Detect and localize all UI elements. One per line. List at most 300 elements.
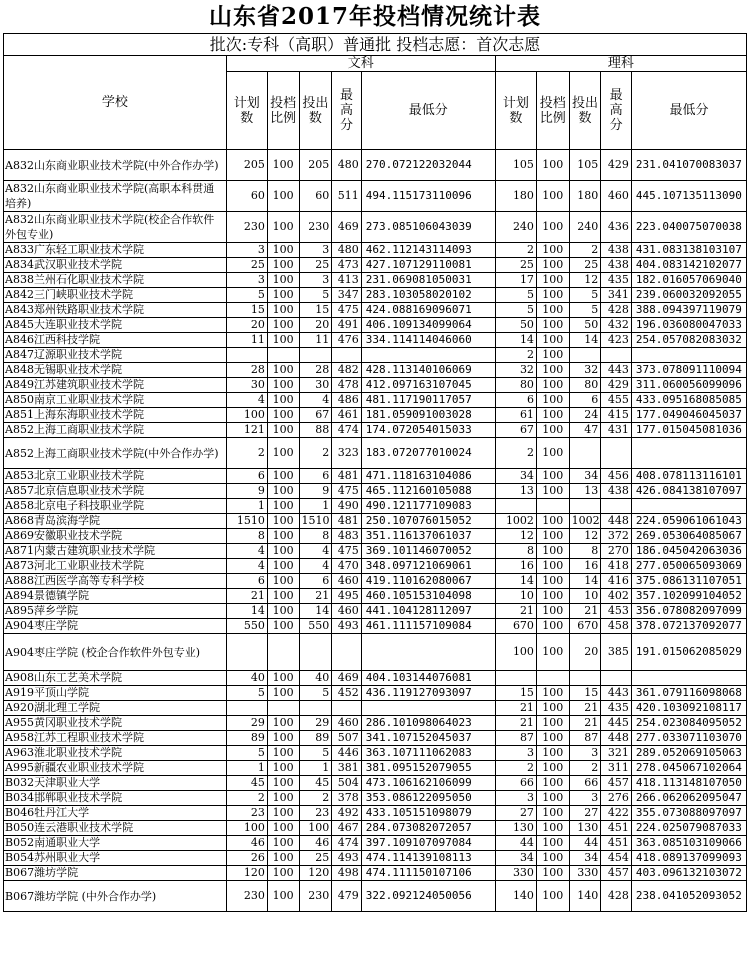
like-max-cell: 341 — [601, 288, 632, 303]
like-min-cell: 223.040075070038 — [631, 212, 746, 243]
school-name-cell: A850南京工业职业技术学院 — [4, 393, 227, 408]
wenke-ratio-cell: 100 — [267, 851, 299, 866]
school-name-cell: A858北京电子科技职业学院 — [4, 499, 227, 514]
table-row — [4, 589, 747, 604]
wenke-plan-cell: 6 — [226, 469, 267, 484]
wenke-ratio-cell: 100 — [267, 761, 299, 776]
like-max-cell: 443 — [601, 686, 632, 701]
wenke-ratio-cell: 100 — [267, 776, 299, 791]
like-min-cell: 433.095168085085 — [631, 393, 746, 408]
like-max-cell: 454 — [601, 851, 632, 866]
wenke-max-cell: 469 — [332, 671, 362, 686]
table-row — [4, 288, 747, 303]
wenke-min-cell: 284.073082072057 — [361, 821, 495, 836]
wenke-out-cell: 21 — [299, 589, 332, 604]
like-min-cell: 378.072137092077 — [631, 619, 746, 634]
like-out-cell: 21 — [569, 701, 601, 716]
like-ratio-cell: 100 — [536, 716, 569, 731]
like-ratio-cell: 100 — [536, 303, 569, 318]
like-max-cell: 443 — [601, 363, 632, 378]
wenke-plan-cell: 28 — [226, 363, 267, 378]
like-out-cell: 14 — [569, 574, 601, 589]
like-ratio-cell: 100 — [536, 258, 569, 273]
like-plan-cell: 12 — [495, 529, 536, 544]
like-max-cell: 457 — [601, 776, 632, 791]
wenke-ratio-cell: 100 — [267, 806, 299, 821]
school-name-cell: A832山东商业职业技术学院(校企合作软件外包专业) — [4, 212, 227, 243]
wenke-max-cell: 347 — [332, 288, 362, 303]
like-out-cell: 2 — [569, 243, 601, 258]
table-row — [4, 866, 747, 881]
wenke-ratio-cell: 100 — [267, 333, 299, 348]
wenke-ratio-cell — [267, 701, 299, 716]
wenke-ratio-cell: 100 — [267, 544, 299, 559]
wenke-ratio-cell: 100 — [267, 574, 299, 589]
like-min-cell: 361.079116098068 — [631, 686, 746, 701]
wenke-max-cell: 461 — [332, 408, 362, 423]
wenke-plan-cell: 2 — [226, 438, 267, 469]
like-min-cell: 355.073088097097 — [631, 806, 746, 821]
like-plan-cell: 2 — [495, 761, 536, 776]
like-ratio-cell: 100 — [536, 393, 569, 408]
wenke-ratio-cell: 100 — [267, 393, 299, 408]
wenke-ratio-cell: 100 — [267, 438, 299, 469]
like-min-cell: 404.083142102077 — [631, 258, 746, 273]
batch-subtitle: 批次:专科（高职）普通批 投档志愿：首次志愿 — [3, 33, 747, 55]
school-name-cell: A888江西医学高等专科学校 — [4, 574, 227, 589]
like-ratio-cell: 100 — [536, 212, 569, 243]
wenke-max-cell: 452 — [332, 686, 362, 701]
header-max: 最高分 — [601, 72, 632, 150]
wenke-out-cell: 11 — [299, 333, 332, 348]
table-row — [4, 619, 747, 634]
wenke-out-cell: 5 — [299, 686, 332, 701]
wenke-plan-cell: 2 — [226, 791, 267, 806]
like-plan-cell: 8 — [495, 544, 536, 559]
wenke-ratio-cell: 100 — [267, 866, 299, 881]
wenke-min-cell: 433.105151098079 — [361, 806, 495, 821]
wenke-out-cell: 60 — [299, 181, 332, 212]
table-row — [4, 514, 747, 529]
like-max-cell: 451 — [601, 836, 632, 851]
wenke-plan-cell: 4 — [226, 393, 267, 408]
wenke-out-cell: 14 — [299, 604, 332, 619]
like-ratio-cell: 100 — [536, 363, 569, 378]
wenke-out-cell: 230 — [299, 881, 332, 912]
wenke-out-cell: 3 — [299, 273, 332, 288]
wenke-plan-cell: 100 — [226, 408, 267, 423]
wenke-min-cell: 286.101098064023 — [361, 716, 495, 731]
wenke-out-cell: 100 — [299, 821, 332, 836]
school-name-cell: B032天津职业大学 — [4, 776, 227, 791]
wenke-ratio-cell: 100 — [267, 746, 299, 761]
like-out-cell: 13 — [569, 484, 601, 499]
wenke-min-cell: 381.095152079055 — [361, 761, 495, 776]
table-row — [4, 836, 747, 851]
like-out-cell — [569, 438, 601, 469]
like-ratio-cell: 100 — [536, 559, 569, 574]
school-name-cell: B050连云港职业技术学院 — [4, 821, 227, 836]
wenke-plan-cell: 9 — [226, 484, 267, 499]
like-min-cell: 177.015045081036 — [631, 423, 746, 438]
like-min-cell: 408.078113116101 — [631, 469, 746, 484]
table-row — [4, 212, 747, 243]
like-min-cell: 418.113148107050 — [631, 776, 746, 791]
like-out-cell: 27 — [569, 806, 601, 821]
table-row — [4, 851, 747, 866]
table-row — [4, 791, 747, 806]
table-row — [4, 559, 747, 574]
like-ratio-cell: 100 — [536, 731, 569, 746]
wenke-max-cell: 474 — [332, 836, 362, 851]
like-out-cell: 14 — [569, 333, 601, 348]
table-row — [4, 408, 747, 423]
wenke-max-cell: 504 — [332, 776, 362, 791]
wenke-plan-cell: 29 — [226, 716, 267, 731]
like-out-cell — [569, 499, 601, 514]
wenke-max-cell: 469 — [332, 212, 362, 243]
like-plan-cell: 14 — [495, 574, 536, 589]
wenke-max-cell: 493 — [332, 619, 362, 634]
wenke-ratio-cell: 100 — [267, 181, 299, 212]
wenke-max-cell: 460 — [332, 716, 362, 731]
like-ratio-cell: 100 — [536, 686, 569, 701]
wenke-ratio-cell: 100 — [267, 619, 299, 634]
like-min-cell: 191.015062085029 — [631, 634, 746, 671]
like-ratio-cell: 100 — [536, 150, 569, 181]
table-row — [4, 393, 747, 408]
wenke-out-cell — [299, 634, 332, 671]
wenke-min-cell: 322.092124050056 — [361, 881, 495, 912]
wenke-plan-cell: 205 — [226, 150, 267, 181]
table-row — [4, 499, 747, 514]
like-max-cell: 445 — [601, 716, 632, 731]
wenke-out-cell: 5 — [299, 746, 332, 761]
like-plan-cell: 330 — [495, 866, 536, 881]
like-out-cell: 87 — [569, 731, 601, 746]
like-plan-cell: 15 — [495, 686, 536, 701]
table-row — [4, 776, 747, 791]
like-max-cell: 460 — [601, 181, 632, 212]
wenke-max-cell: 479 — [332, 881, 362, 912]
wenke-max-cell: 323 — [332, 438, 362, 469]
school-name-cell: B067潍坊学院 (中外合作办学) — [4, 881, 227, 912]
table-row — [4, 731, 747, 746]
wenke-min-cell: 436.119127093097 — [361, 686, 495, 701]
like-ratio-cell: 100 — [536, 348, 569, 363]
like-plan-cell: 6 — [495, 393, 536, 408]
like-max-cell: 448 — [601, 731, 632, 746]
like-max-cell — [601, 671, 632, 686]
wenke-out-cell: 6 — [299, 469, 332, 484]
school-name-cell: A873河北工业职业技术学院 — [4, 559, 227, 574]
wenke-out-cell: 15 — [299, 303, 332, 318]
like-ratio-cell: 100 — [536, 438, 569, 469]
like-ratio-cell: 100 — [536, 318, 569, 333]
like-plan-cell: 34 — [495, 851, 536, 866]
page-title: 山东省2017年投档情况统计表 — [208, 3, 541, 30]
like-out-cell: 47 — [569, 423, 601, 438]
header-school: 学校 — [4, 56, 227, 150]
like-min-cell: 238.041052093052 — [631, 881, 746, 912]
wenke-out-cell: 550 — [299, 619, 332, 634]
like-ratio-cell: 100 — [536, 484, 569, 499]
like-plan-cell: 3 — [495, 791, 536, 806]
like-plan-cell: 80 — [495, 378, 536, 393]
wenke-ratio-cell: 100 — [267, 288, 299, 303]
like-min-cell: 418.089137099093 — [631, 851, 746, 866]
wenke-max-cell: 473 — [332, 258, 362, 273]
like-max-cell: 385 — [601, 634, 632, 671]
wenke-out-cell: 29 — [299, 716, 332, 731]
wenke-ratio-cell: 100 — [267, 408, 299, 423]
wenke-max-cell: 470 — [332, 559, 362, 574]
wenke-min-cell: 462.112143114093 — [361, 243, 495, 258]
wenke-max-cell: 507 — [332, 731, 362, 746]
like-min-cell: 357.102099104052 — [631, 589, 746, 604]
wenke-plan-cell: 4 — [226, 544, 267, 559]
like-min-cell: 266.062062095047 — [631, 791, 746, 806]
like-out-cell: 16 — [569, 559, 601, 574]
header-group-wenke: 文科 — [226, 56, 495, 72]
like-out-cell: 2 — [569, 761, 601, 776]
like-max-cell: 438 — [601, 243, 632, 258]
wenke-max-cell: 486 — [332, 393, 362, 408]
wenke-min-cell: 441.104128112097 — [361, 604, 495, 619]
wenke-ratio-cell: 100 — [267, 821, 299, 836]
wenke-plan-cell: 26 — [226, 851, 267, 866]
table-row — [4, 348, 747, 363]
wenke-max-cell: 498 — [332, 866, 362, 881]
like-plan-cell: 17 — [495, 273, 536, 288]
wenke-out-cell: 230 — [299, 212, 332, 243]
wenke-plan-cell: 15 — [226, 303, 267, 318]
wenke-out-cell: 40 — [299, 671, 332, 686]
table-row — [4, 243, 747, 258]
wenke-min-cell: 406.109134099064 — [361, 318, 495, 333]
wenke-plan-cell: 8 — [226, 529, 267, 544]
table-row — [4, 821, 747, 836]
wenke-plan-cell: 5 — [226, 746, 267, 761]
like-max-cell: 455 — [601, 393, 632, 408]
like-max-cell: 416 — [601, 574, 632, 589]
table-row — [4, 806, 747, 821]
like-plan-cell: 140 — [495, 881, 536, 912]
like-max-cell: 432 — [601, 318, 632, 333]
table-row — [4, 716, 747, 731]
like-out-cell: 1002 — [569, 514, 601, 529]
wenke-max-cell: 493 — [332, 851, 362, 866]
like-out-cell: 80 — [569, 378, 601, 393]
like-ratio-cell: 100 — [536, 408, 569, 423]
wenke-max-cell: 467 — [332, 821, 362, 836]
like-plan-cell: 16 — [495, 559, 536, 574]
like-ratio-cell: 100 — [536, 634, 569, 671]
school-name-cell: A833广东轻工职业技术学院 — [4, 243, 227, 258]
like-plan-cell — [495, 499, 536, 514]
wenke-plan-cell: 30 — [226, 378, 267, 393]
like-out-cell: 34 — [569, 469, 601, 484]
like-max-cell: 436 — [601, 212, 632, 243]
like-ratio-cell: 100 — [536, 181, 569, 212]
wenke-out-cell: 46 — [299, 836, 332, 851]
like-out-cell: 670 — [569, 619, 601, 634]
like-max-cell: 418 — [601, 559, 632, 574]
wenke-ratio-cell: 100 — [267, 303, 299, 318]
school-name-cell: A904枣庄学院 (校企合作软件外包专业) — [4, 634, 227, 671]
wenke-out-cell: 88 — [299, 423, 332, 438]
school-name-cell: B034邯郸职业技术学院 — [4, 791, 227, 806]
like-plan-cell: 5 — [495, 303, 536, 318]
wenke-min-cell: 183.072077010024 — [361, 438, 495, 469]
table-row — [4, 604, 747, 619]
wenke-plan-cell: 1510 — [226, 514, 267, 529]
wenke-plan-cell: 20 — [226, 318, 267, 333]
wenke-plan-cell: 25 — [226, 258, 267, 273]
wenke-plan-cell — [226, 348, 267, 363]
wenke-ratio-cell: 100 — [267, 529, 299, 544]
school-name-cell: A843郑州铁路职业技术学院 — [4, 303, 227, 318]
like-ratio-cell: 100 — [536, 378, 569, 393]
like-ratio-cell: 100 — [536, 881, 569, 912]
wenke-out-cell: 30 — [299, 378, 332, 393]
like-ratio-cell: 100 — [536, 288, 569, 303]
wenke-ratio-cell: 100 — [267, 273, 299, 288]
school-name-cell: A955黄冈职业技术学院 — [4, 716, 227, 731]
like-out-cell: 330 — [569, 866, 601, 881]
wenke-plan-cell: 5 — [226, 686, 267, 701]
header-plan: 计划数 — [226, 72, 267, 150]
table-row — [4, 701, 747, 716]
like-max-cell: 431 — [601, 423, 632, 438]
like-ratio-cell — [536, 671, 569, 686]
school-name-cell: A845大连职业技术学院 — [4, 318, 227, 333]
wenke-out-cell: 4 — [299, 544, 332, 559]
wenke-min-cell: 270.072122032044 — [361, 150, 495, 181]
school-name-cell: A894景德镇学院 — [4, 589, 227, 604]
wenke-max-cell: 413 — [332, 273, 362, 288]
wenke-max-cell: 478 — [332, 378, 362, 393]
wenke-ratio-cell: 100 — [267, 716, 299, 731]
like-min-cell: 289.052069105063 — [631, 746, 746, 761]
wenke-ratio-cell: 100 — [267, 881, 299, 912]
wenke-ratio-cell: 100 — [267, 378, 299, 393]
wenke-plan-cell: 23 — [226, 806, 267, 821]
like-max-cell: 428 — [601, 303, 632, 318]
wenke-plan-cell: 11 — [226, 333, 267, 348]
like-ratio-cell: 100 — [536, 791, 569, 806]
like-plan-cell: 50 — [495, 318, 536, 333]
wenke-min-cell: 397.109107097084 — [361, 836, 495, 851]
like-plan-cell: 67 — [495, 423, 536, 438]
wenke-max-cell: 491 — [332, 318, 362, 333]
header-max: 最高分 — [332, 72, 362, 150]
header-min: 最低分 — [631, 72, 746, 150]
like-ratio-cell: 100 — [536, 806, 569, 821]
wenke-min-cell: 363.107111062083 — [361, 746, 495, 761]
school-name-cell: A846江西科技学院 — [4, 333, 227, 348]
wenke-min-cell: 461.111157109084 — [361, 619, 495, 634]
school-name-cell: A871内蒙古建筑职业技术学院 — [4, 544, 227, 559]
wenke-min-cell: 273.085106043039 — [361, 212, 495, 243]
like-plan-cell — [495, 671, 536, 686]
like-plan-cell: 66 — [495, 776, 536, 791]
school-name-cell: A853北京工业职业技术学院 — [4, 469, 227, 484]
wenke-ratio-cell: 100 — [267, 258, 299, 273]
like-plan-cell: 180 — [495, 181, 536, 212]
wenke-plan-cell: 4 — [226, 559, 267, 574]
table-row — [4, 333, 747, 348]
like-max-cell: 429 — [601, 150, 632, 181]
wenke-ratio-cell: 100 — [267, 243, 299, 258]
wenke-out-cell: 89 — [299, 731, 332, 746]
wenke-max-cell: 495 — [332, 589, 362, 604]
like-plan-cell: 2 — [495, 438, 536, 469]
like-min-cell: 356.078082097099 — [631, 604, 746, 619]
wenke-min-cell: 231.069081050031 — [361, 273, 495, 288]
wenke-max-cell: 482 — [332, 363, 362, 378]
like-ratio-cell: 100 — [536, 619, 569, 634]
school-name-cell: A838兰州石化职业技术学院 — [4, 273, 227, 288]
school-name-cell: A868青岛滨海学院 — [4, 514, 227, 529]
table-row — [4, 881, 747, 912]
wenke-min-cell: 460.105153104098 — [361, 589, 495, 604]
table-row — [4, 423, 747, 438]
wenke-max-cell: 475 — [332, 484, 362, 499]
wenke-ratio-cell: 100 — [267, 559, 299, 574]
table-row — [4, 761, 747, 776]
wenke-plan-cell: 6 — [226, 574, 267, 589]
wenke-max-cell: 460 — [332, 574, 362, 589]
wenke-out-cell: 3 — [299, 243, 332, 258]
table-row — [4, 484, 747, 499]
wenke-ratio-cell: 100 — [267, 589, 299, 604]
wenke-min-cell: 490.121177109083 — [361, 499, 495, 514]
wenke-min-cell: 181.059091003028 — [361, 408, 495, 423]
wenke-out-cell: 2 — [299, 438, 332, 469]
like-ratio-cell: 100 — [536, 469, 569, 484]
school-name-cell: A832山东商业职业技术学院(中外合作办学) — [4, 150, 227, 181]
wenke-out-cell: 28 — [299, 363, 332, 378]
header-out: 投出数 — [569, 72, 601, 150]
wenke-out-cell: 67 — [299, 408, 332, 423]
wenke-ratio-cell — [267, 348, 299, 363]
wenke-plan-cell — [226, 701, 267, 716]
like-out-cell: 5 — [569, 288, 601, 303]
like-out-cell: 12 — [569, 529, 601, 544]
wenke-max-cell: 490 — [332, 499, 362, 514]
wenke-out-cell: 1 — [299, 499, 332, 514]
wenke-max-cell: 480 — [332, 150, 362, 181]
wenke-out-cell: 2 — [299, 791, 332, 806]
wenke-max-cell: 481 — [332, 469, 362, 484]
table-row — [4, 469, 747, 484]
wenke-min-cell: 474.114139108113 — [361, 851, 495, 866]
wenke-ratio-cell — [267, 634, 299, 671]
like-out-cell: 15 — [569, 686, 601, 701]
wenke-out-cell: 120 — [299, 866, 332, 881]
school-name-cell: A851上海东海职业技术学院 — [4, 408, 227, 423]
like-plan-cell: 21 — [495, 716, 536, 731]
header-out: 投出数 — [299, 72, 332, 150]
like-ratio-cell: 100 — [536, 243, 569, 258]
like-min-cell: 254.057082083032 — [631, 333, 746, 348]
like-max-cell: 435 — [601, 701, 632, 716]
like-max-cell: 311 — [601, 761, 632, 776]
like-plan-cell: 34 — [495, 469, 536, 484]
wenke-ratio-cell: 100 — [267, 791, 299, 806]
like-max-cell: 458 — [601, 619, 632, 634]
